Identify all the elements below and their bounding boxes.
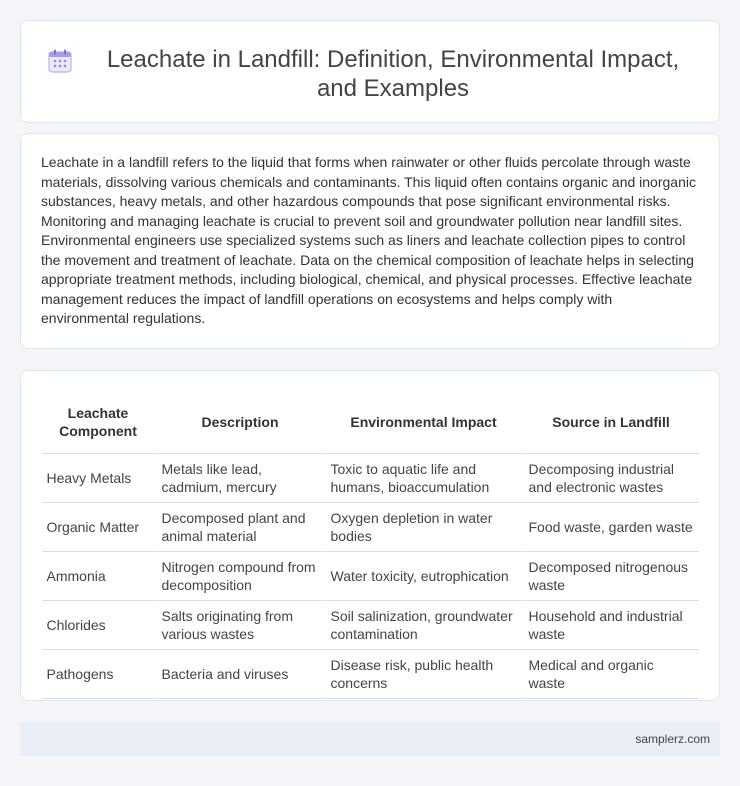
summary-paragraph: Leachate in a landfill refers to the liquid that forms when rainwater or other fluids percolate through waste materials, dissolving various chemicals and contaminants. This liquid often contains organic and inorganic substances, heavy metals, and other hazardous compounds that pose significant environmental risks. Monitoring and managing leachate is crucial to prevent soil and groundwater pollution near landfill sites. Environmental engineers use specialized systems such as liners and leachate collection pipes to control the movement and treatment of leachate. Data on the chemical composition of leachate helps in selecting appropriate treatment methods, including biological, chemical, and physical processes. Effective leachate management reduces the impact of landfill operations on ecosystems and helps comply with environmental regulations. — [41, 154, 696, 326]
table-row — [42, 503, 699, 552]
cell-impact: Soil salinization, groundwater contamination — [324, 601, 522, 650]
cell-description: Bacteria and viruses — [155, 650, 324, 699]
header-card — [20, 20, 720, 123]
cell-impact: Disease risk, public health concerns — [324, 650, 522, 699]
footer-bar — [20, 722, 720, 756]
cell-source: Food waste, garden waste — [522, 503, 699, 552]
table-row — [42, 552, 699, 601]
table-header-row — [42, 391, 699, 454]
table-card — [20, 370, 720, 701]
cell-description: Metals like lead, cadmium, mercury — [155, 454, 324, 503]
page-title: Leachate in Landfill: Definition, Environmental Impact, and Examples — [106, 46, 680, 102]
leachate-table — [42, 391, 699, 699]
summary-card — [20, 133, 720, 349]
column-header-component: Leachate Component — [42, 391, 155, 454]
cell-source: Decomposing industrial and electronic wastes — [522, 454, 699, 503]
cell-component: Organic Matter — [42, 503, 155, 552]
cell-impact: Toxic to aquatic life and humans, bioaccumulation — [324, 454, 522, 503]
cell-component: Chlorides — [42, 601, 155, 650]
cell-impact: Oxygen depletion in water bodies — [324, 503, 522, 552]
cell-description: Nitrogen compound from decomposition — [155, 552, 324, 601]
cell-impact: Water toxicity, eutrophication — [324, 552, 522, 601]
column-header-impact: Environmental Impact — [324, 391, 522, 454]
table-row — [42, 454, 699, 503]
calendar-icon — [47, 48, 73, 74]
cell-source: Household and industrial waste — [522, 601, 699, 650]
table-row — [42, 650, 699, 699]
cell-component: Heavy Metals — [42, 454, 155, 503]
column-header-source: Source in Landfill — [522, 391, 699, 454]
cell-description: Decomposed plant and animal material — [155, 503, 324, 552]
footer-site-link[interactable]: samplerz.com — [635, 732, 710, 746]
column-header-description: Description — [155, 391, 324, 454]
cell-component: Pathogens — [42, 650, 155, 699]
cell-source: Medical and organic waste — [522, 650, 699, 699]
cell-description: Salts originating from various wastes — [155, 601, 324, 650]
title-row — [21, 21, 719, 103]
cell-source: Decomposed nitrogenous waste — [522, 552, 699, 601]
cell-component: Ammonia — [42, 552, 155, 601]
table-row — [42, 601, 699, 650]
